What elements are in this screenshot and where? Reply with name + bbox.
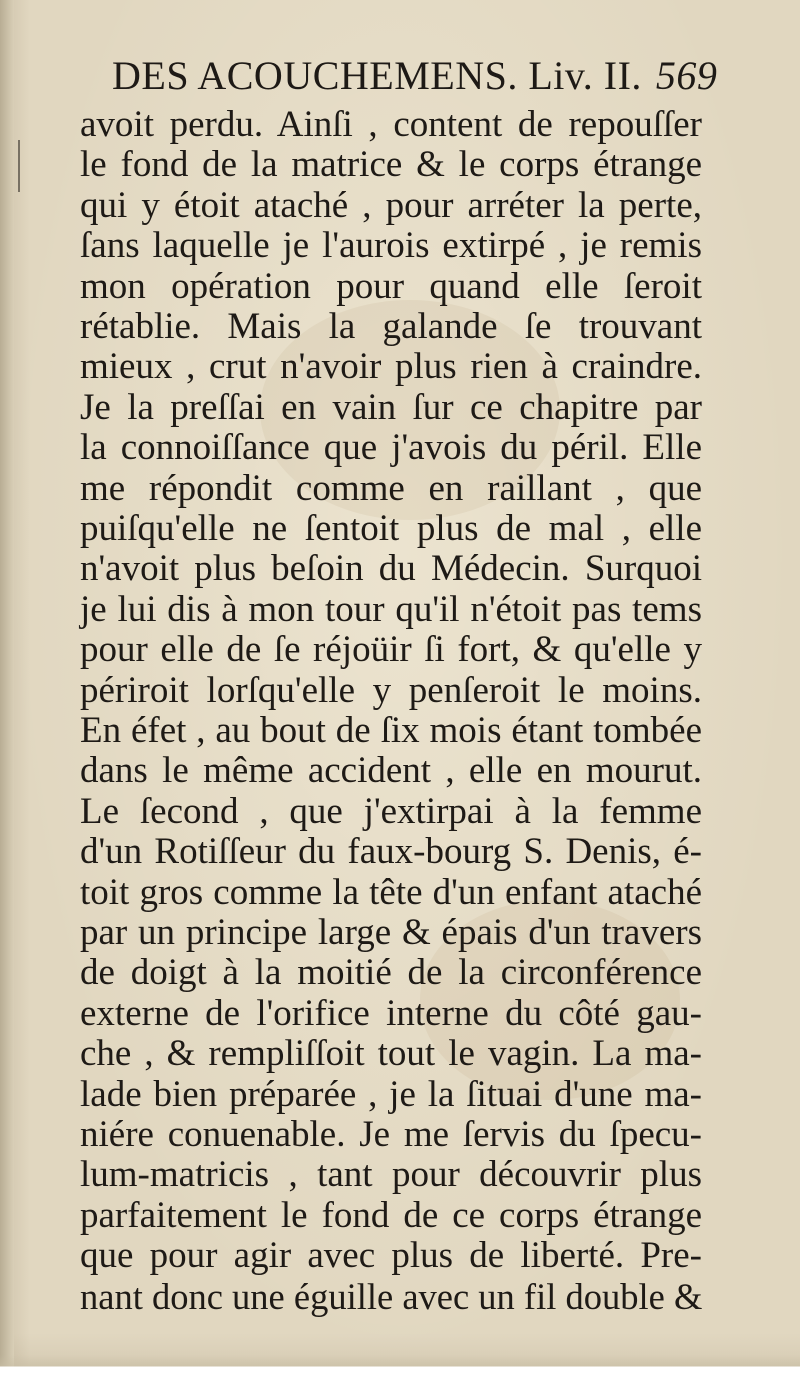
text-line: de doigt à la moitié de la circonférence [80,952,702,994]
text-line: nant donc une éguille avec un fil double & [80,1275,703,1317]
text-line: externe de l'orifice interne du côté gau- [80,992,702,1034]
text-line: lade bien préparée , je la ſituai d'une ma- [80,1073,702,1115]
text-line: parfaitement le fond de ce corps étrange [80,1194,702,1236]
text-line: qui y étoit ataché , pour arréter la perte, [80,184,702,226]
text-line: d'un Rotiſſeur du faux-bourg S. Denis, é- [80,831,702,873]
text-line: niére conuenable. Je me ſervis du ſpecu- [80,1114,702,1155]
text-line: n'avoit plus beſoin du Médecin. Surquoi [80,548,702,590]
text-line: que pour agir avec plus de liberté. Pre- [80,1235,702,1277]
text-line: je lui dis à mon tour qu'il n'étoit pas tems [80,588,702,630]
page-number: 569 [655,53,718,98]
text-line: me répondit comme en raillant , que [80,467,702,509]
text-line: la connoiſſance que j'avois du péril. Elle [80,427,702,469]
text-line: En éfet , au bout de ſix mois étant tombée [80,710,702,751]
margin-pencil-mark [18,140,46,192]
running-header-title: DES ACOUCHEMENS. Liv. II. [112,53,642,98]
text-line: puiſqu'elle ne ſentoit plus de mal , elle [80,508,702,549]
text-line: che , & rempliſſoit tout le vagin. La ma- [80,1033,702,1075]
running-header [112,52,717,99]
text-line: Je la preſſai en vain ſur ce chapitre par [80,386,702,428]
text-line: dans le même accident , elle en mourut. [80,750,702,792]
text-line: mon opération pour quand elle ſeroit [80,265,702,307]
text-line: lum-matricis , tant pour découvrir plus [80,1154,702,1196]
text-line: mieux , crut n'avoir plus rien à craindre. [80,346,702,388]
text-line: ſans laquelle je l'aurois extirpé , je remis [80,225,702,267]
text-line: toit gros comme la tête d'un enfant ataché [80,871,702,913]
text-line: le fond de la matrice & le corps étrange [80,144,702,186]
text-line: rétablie. Mais la galande ſe trouvant [80,306,702,347]
page-bottom-edge [0,1355,800,1373]
text-line: Le ſecond , que j'extirpai à la femme [80,790,702,832]
text-line: périroit lorſqu'elle y penſeroit le moins. [80,669,702,711]
text-line: par un principe large & épais d'un travers [80,912,702,953]
page-gutter-edge [0,0,14,1373]
text-line: pour elle de ſe réjoüir ſi fort, & qu'elle y [80,629,702,671]
text-line: avoit perdu. Ainſi , content de repouſſer [80,104,702,145]
